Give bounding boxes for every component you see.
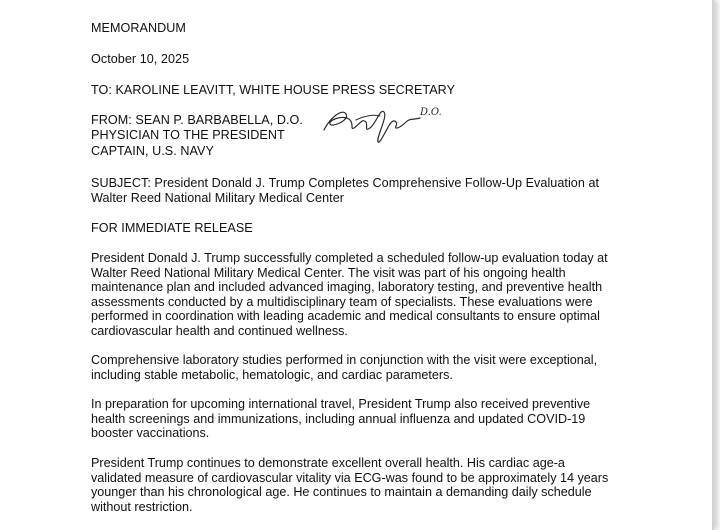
paragraph-line: including stable metabolic, hematologic, and cardiac parameters. [91,367,453,382]
paragraph-line: younger than his chronological age. He continues to maintain a demanding daily schedule [91,485,592,500]
paragraph-4 [91,456,631,514]
paragraph-line: Walter Reed National Military Medical Center. The visit was part of his ongoing health [91,265,566,280]
paragraph-line: cardiovascular health and continued wellness. [91,323,348,338]
paragraph-3 [91,397,631,441]
paragraph-line: booster vaccinations. [91,426,210,441]
memo-from-title: PHYSICIAN TO THE PRESIDENT [91,128,285,142]
paragraph-line: maintenance plan and included advanced imaging, laboratory testing, and preventive health [91,280,603,295]
paragraph-2 [91,353,631,382]
paragraph-line: health screenings and immunizations, including annual influenza and updated COVID-19 [91,411,586,426]
memo-from-rank: CAPTAIN, U.S. NAVY [91,144,214,158]
paragraph-1 [91,251,631,339]
memo-to: TO: KAROLINE LEAVITT, WHITE HOUSE PRESS SECRETARY [91,83,456,97]
memo-heading: MEMORANDUM [91,21,186,35]
paragraph-line: President Trump continues to demonstrate excellent overall health. His cardiac age-a [91,456,565,470]
memo-subject-line-2: Walter Reed National Military Medical Center [91,191,344,205]
paragraph-line: Comprehensive laboratory studies performed in conjunction with the visit were exceptional, [91,353,598,367]
paragraph-line: without restriction. [91,499,193,514]
memo-date: October 10, 2025 [91,52,190,66]
release-notice: FOR IMMEDIATE RELEASE [91,221,253,235]
paragraph-line: assessments conducted by a multidisciplinary team of specialists. These evaluations were [91,294,593,309]
memo-from: FROM: SEAN P. BARBABELLA, D.O. [91,113,303,127]
paragraph-line: validated measure of cardiovascular vitality via ECG-was found to be approximately 14 years [91,470,609,485]
paragraph-line: President Donald J. Trump successfully completed a scheduled follow-up evaluation today at [91,251,608,265]
paragraph-line: performed in coordination with leading academic and medical consultants to ensure optimal [91,309,600,324]
handwritten-signature [320,100,470,146]
memo-subject-line-1: SUBJECT: President Donald J. Trump Completes Comprehensive Follow-Up Evaluation at [91,176,600,190]
signature-suffix: D.O. [420,107,442,118]
paragraph-line: In preparation for upcoming international travel, President Trump also received preventive [91,397,591,411]
